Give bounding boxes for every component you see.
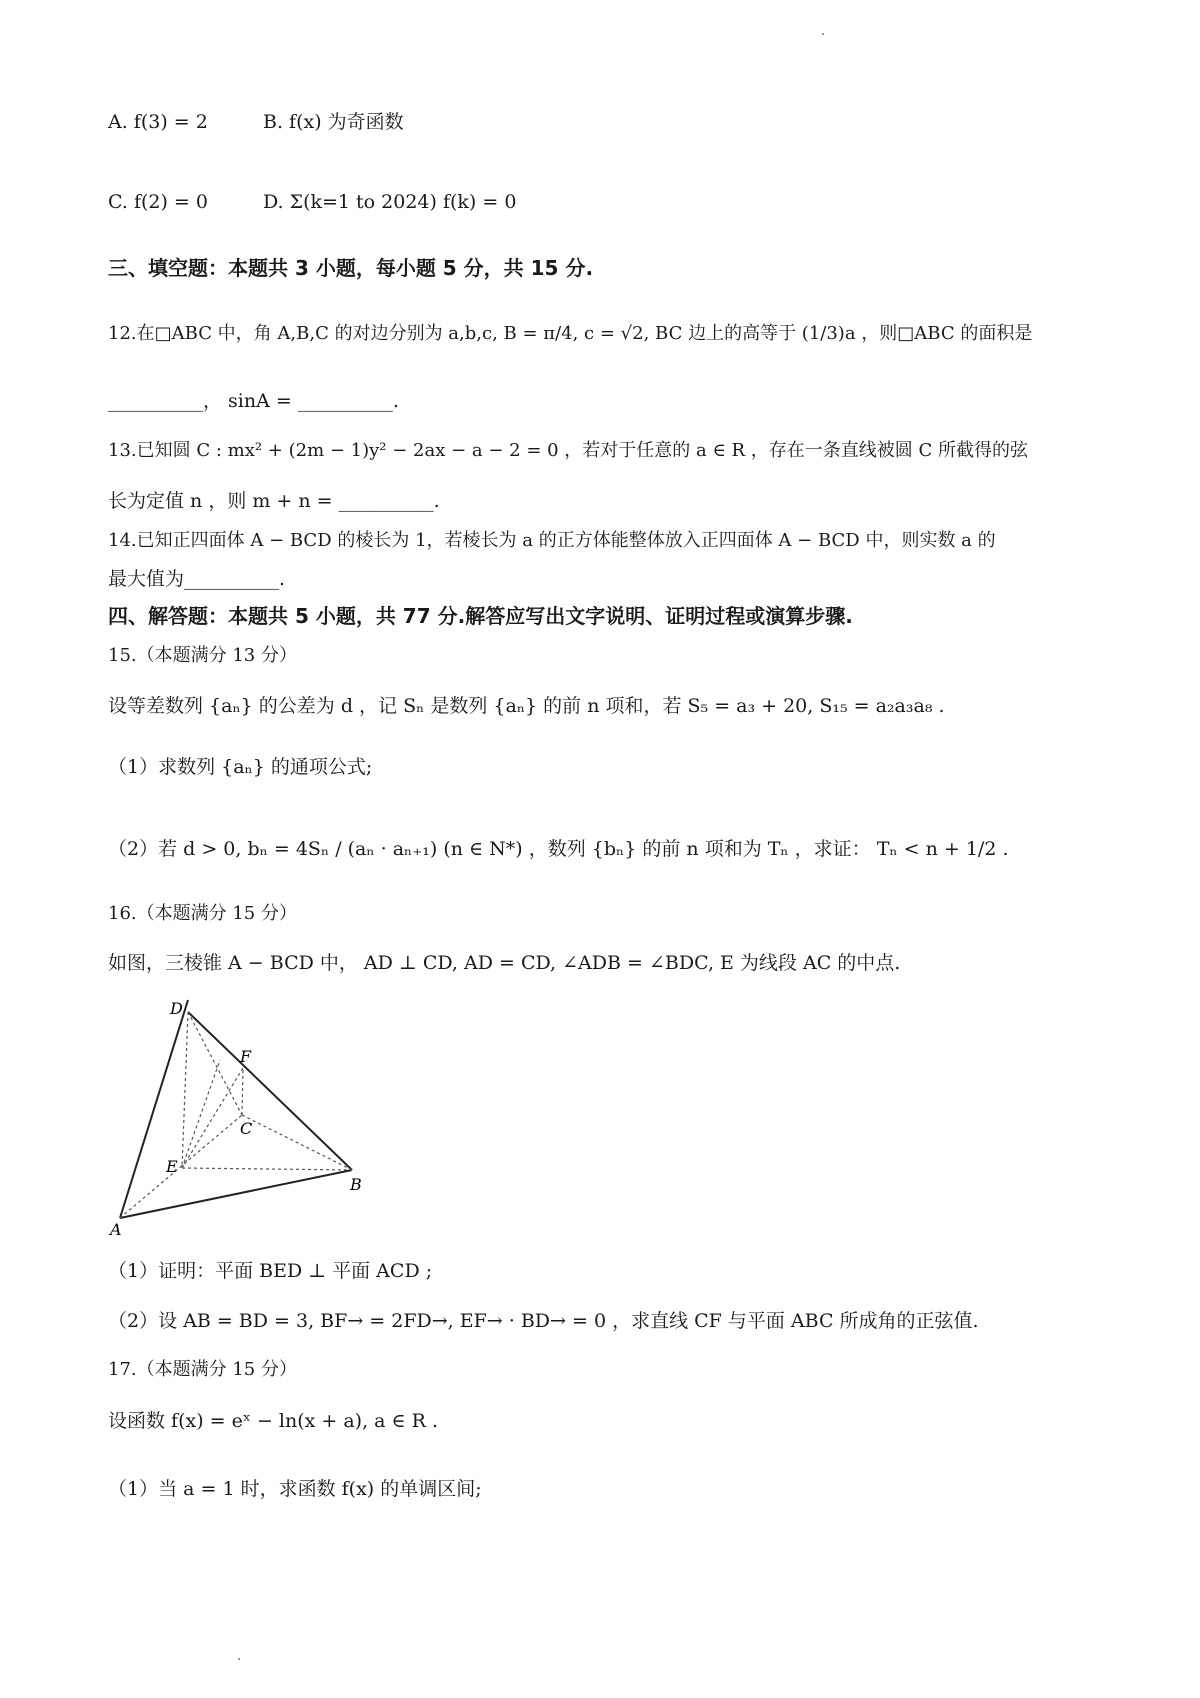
edge-ab xyxy=(120,1170,352,1218)
section-4-heading: 四、解答题：本题共 5 小题，共 77 分.解答应写出文字说明、证明过程或演算步骤. xyxy=(108,604,853,628)
label-f: F xyxy=(240,1047,252,1066)
label-c: C xyxy=(240,1119,253,1138)
edge-ac xyxy=(120,1115,242,1218)
label-b: B xyxy=(350,1175,362,1194)
edge-cb xyxy=(242,1115,352,1170)
q17-part1: （1）当 a = 1 时，求函数 f(x) 的单调区间; xyxy=(108,1478,482,1500)
q16-part1: （1）证明：平面 BED ⊥ 平面 ACD ; xyxy=(108,1260,433,1282)
q17-stem: 设函数 f(x) = eˣ − ln(x + a), a ∈ R . xyxy=(108,1410,439,1432)
label-d: D xyxy=(170,999,183,1018)
q14-line2: 最大值为__________. xyxy=(108,568,286,590)
q15-part2: （2）若 d > 0, bₙ = 4Sₙ / (aₙ · aₙ₊₁) (n ∈ N*) ，数列 {bₙ} 的前 n 项和为 Tₙ ，求证： Tₙ < n + 1/2 . xyxy=(108,838,1009,860)
pyramid-figure xyxy=(100,1000,360,1240)
edge-de xyxy=(182,1012,188,1168)
q14-line1: 14.已知正四面体 A − BCD 的棱长为 1，若棱长为 a 的正方体能整体放入正四面体 A − BCD 中，则实数 a 的 xyxy=(108,530,996,551)
option-d: D. Σ(k=1 to 2024) f(k) = 0 xyxy=(263,191,517,213)
section-3-heading: 三、填空题：本题共 3 小题，每小题 5 分，共 15 分. xyxy=(108,256,594,280)
option-a: A. f(3) = 2 xyxy=(108,111,208,133)
q12-line1: 12.在□ABC 中，角 A,B,C 的对边分别为 a,b,c, B = π/4, c = √2, BC 边上的高等于 (1/3)a ，则□ABC 的面积是 xyxy=(108,323,1033,344)
edge-eb xyxy=(182,1168,352,1170)
edge-db xyxy=(188,1012,352,1170)
scan-speck-bottom xyxy=(238,1658,240,1660)
option-b: B. f(x) 为奇函数 xyxy=(263,111,404,133)
q15-header: 15.（本题满分 13 分） xyxy=(108,645,297,666)
q15-stem: 设等差数列 {aₙ} 的公差为 d ，记 Sₙ 是数列 {aₙ} 的前 n 项和，若 S₅ = a₃ + 20, S₁₅ = a₂a₃a₈ . xyxy=(108,695,945,717)
option-c: C. f(2) = 0 xyxy=(108,191,208,213)
q16-part2: （2）设 AB = BD = 3, BF→ = 2FD→, EF→ · BD→ = 0 ，求直线 CF 与平面 ABC 所成角的正弦值. xyxy=(108,1310,979,1332)
q16-header: 16.（本题满分 15 分） xyxy=(108,903,297,924)
label-a: A xyxy=(110,1220,122,1239)
scan-speck-top xyxy=(822,33,824,35)
q13-line1: 13.已知圆 C : mx² + (2m − 1)y² − 2ax − a − 2 = 0 ，若对于任意的 a ∈ R ，存在一条直线被圆 C 所截得的弦 xyxy=(108,440,1029,461)
q12-line2: __________， sinA = __________. xyxy=(108,390,399,412)
q17-header: 17.（本题满分 15 分） xyxy=(108,1359,297,1380)
edge-da xyxy=(120,1000,188,1218)
q16-stem: 如图，三棱锥 A − BCD 中， AD ⊥ CD, AD = CD, ∠ADB = ∠BDC, E 为线段 AC 的中点. xyxy=(108,952,901,974)
edge-cf xyxy=(242,1068,243,1115)
q13-line2: 长为定值 n ，则 m + n = __________. xyxy=(108,490,440,512)
q15-part1: （1）求数列 {aₙ} 的通项公式; xyxy=(108,756,373,778)
edge-dc xyxy=(188,1012,242,1115)
label-e: E xyxy=(166,1157,178,1176)
